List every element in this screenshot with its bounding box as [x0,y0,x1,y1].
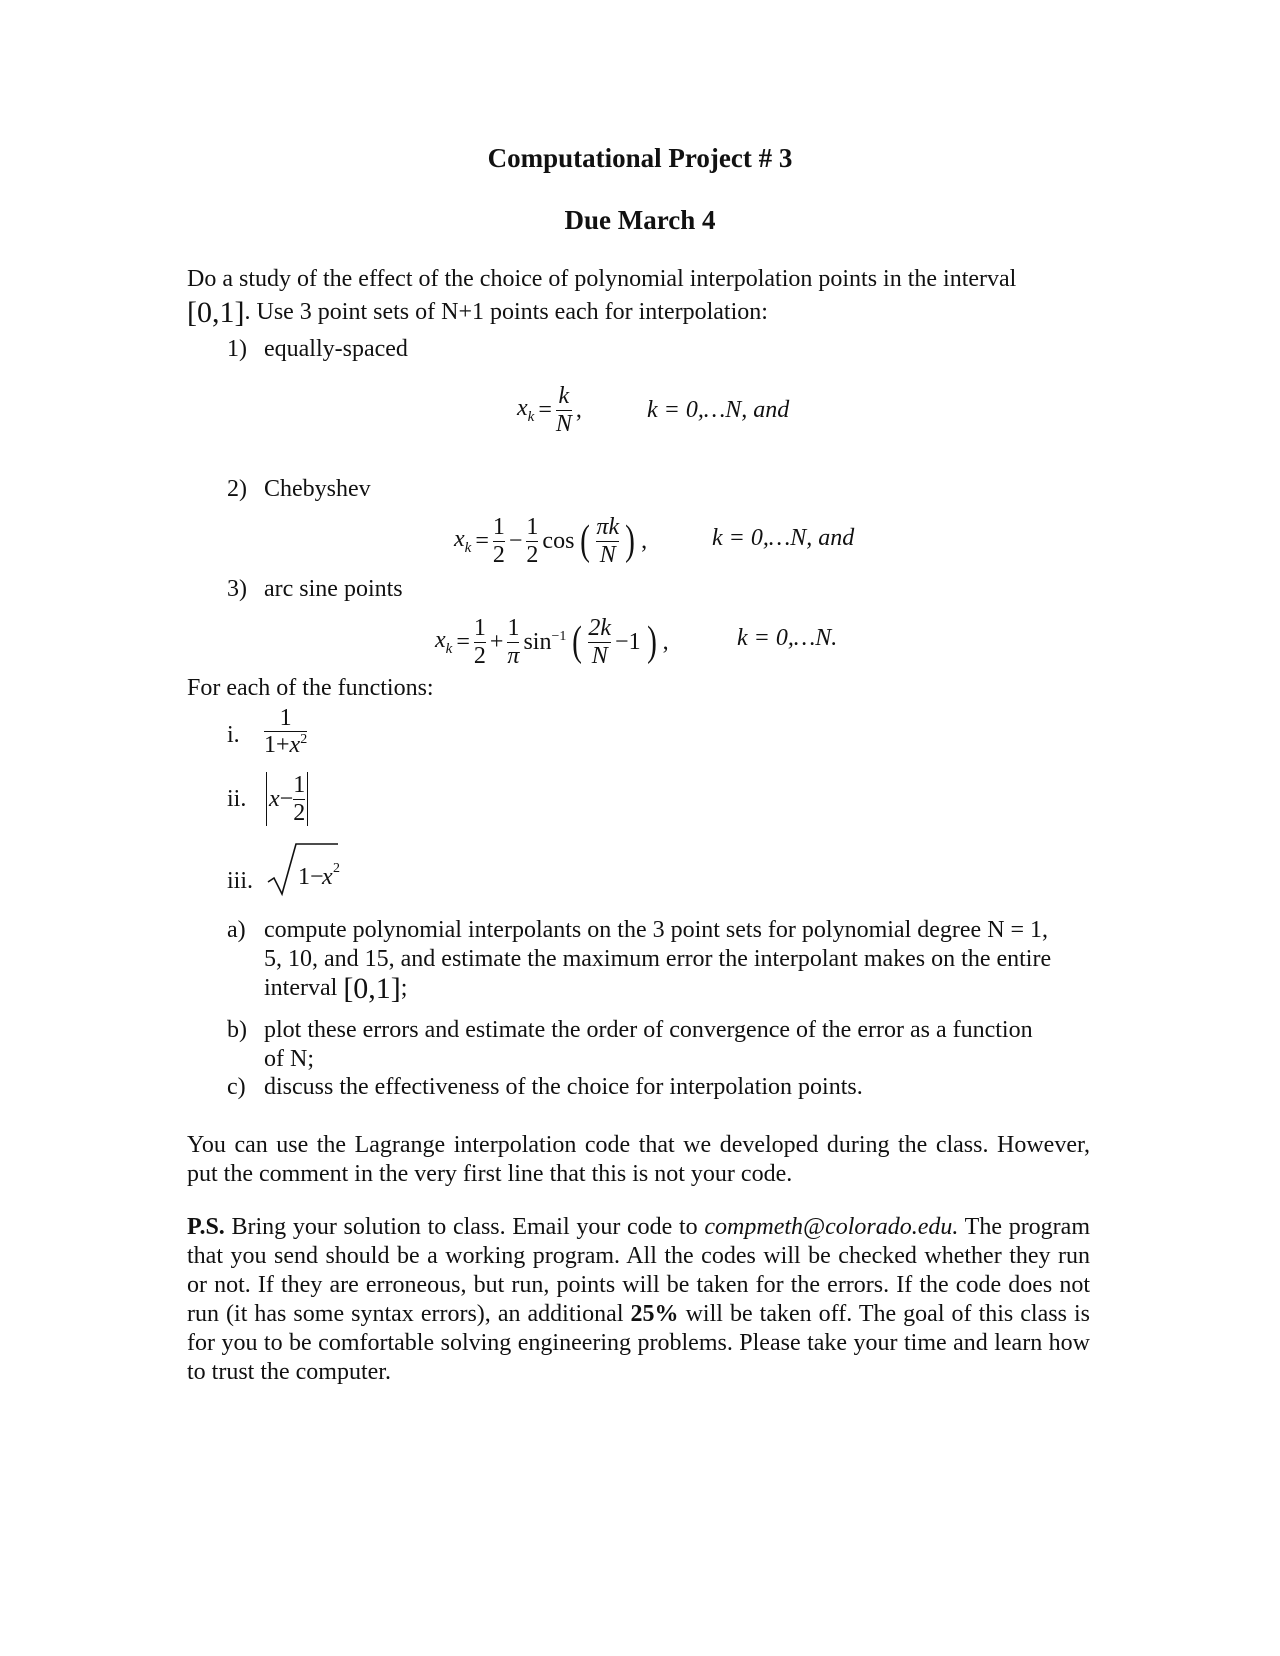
formula-chebyshev: $x_k$ = $\frac{1}{2}$ − $\frac{1}{2}$ cos ( $\frac{\pi k}{N}$ ) , [454,514,648,568]
range-3: k = 0,…N. [737,625,838,651]
function-3-label: iii. [227,868,254,894]
intro-line-2 [187,296,768,330]
task-a-interval: [0,1] [343,972,401,1005]
ps-paragraph [187,1213,1090,1387]
ps-label: P.S. [187,1214,225,1240]
range-2: k = 0,…N, and [712,525,855,551]
point-set-1-label: 1) [227,336,247,362]
task-a-line3 [264,974,1104,1003]
task-a-line3-pre: interval [264,975,338,1001]
task-a-label: a) [227,917,246,943]
function-3 [266,838,346,905]
task-b-line1: plot these errors and estimate the order of convergence of the error as a function [264,1017,1033,1043]
function-2-label: ii. [227,786,247,812]
ps-text-2: The program that you send should be a working program. All the codes will be checked whether they run or not. If they are erroneous, but run, points will be taken for the errors. If the code does not run (it has some syntax errors), an additional [187,1214,1090,1327]
intro-line-1: Do a study of the effect of the choice of polynomial interpolation points in the interval [187,266,1017,292]
task-a-line2: 5, 10, and 15, and estimate the maximum error the interpolant makes on the entire [264,946,1052,972]
task-c-label: c) [227,1074,246,1100]
point-set-1 [227,335,1087,365]
task-c [227,1073,1097,1103]
task-b-label: b) [227,1017,247,1043]
point-set-3-name: arc sine points [264,576,403,602]
lagrange-paragraph: You can use the Lagrange interpolation code that we developed during the class. However, put the comment in the very first line that this is not your code. [187,1132,1090,1187]
task-c-line1: discuss the effectiveness of the choice for interpolation points. [264,1074,863,1100]
task-a-line3-post: ; [400,975,408,1001]
task-a [227,916,1097,1006]
due-date: Due March 4 [564,205,716,235]
sqrt-symbol [266,838,346,898]
point-set-3-label: 3) [227,576,247,602]
ps-email: compmeth@colorado.edu. [704,1214,959,1240]
intro-line-2-rest: . Use 3 point sets of N+1 points each for interpolation: [244,299,768,325]
task-b-line2: of N; [264,1046,314,1072]
page-title: Computational Project # 3 [487,143,793,173]
task-a-line1: compute polynomial interpolants on the 3 point sets for polynomial degree N = 1, [264,917,1049,943]
point-set-1-name: equally-spaced [264,336,408,362]
ps-text-1: Bring your solution to class. Email your code to [224,1214,705,1240]
ps-text-3: will be taken off. The goal of this class is for you to be comfortable solving engineering problems. Please take your time and learn how to trust the computer. [187,1301,1090,1385]
task-b [227,1016,1097,1076]
point-set-2-label: 2) [227,476,247,502]
svg-text:2: 2 [333,861,340,876]
interval-bracket: [0,1] [187,296,245,329]
ps-percent: 25% [630,1301,679,1327]
svg-text:x: x [322,864,333,890]
function-1: $\frac{1}{1+x^2}$ [264,705,308,759]
range-1: k = 0,…N, and [647,397,790,423]
formula-arcsine: $x_k$ = $\frac{1}{2}$ + $\frac{1}{\pi}$ $\sin^{-1}$ ( $\frac{2k}{N}$ −1 ) , [435,615,669,669]
point-set-3 [227,575,1087,605]
formula-equally-spaced: $x_k$ = $\frac{k}{N}$ , [517,383,582,437]
point-set-2-name: Chebyshev [264,476,371,502]
svg-text:1−: 1− [298,864,324,890]
point-set-2 [227,475,1087,505]
function-1-label: i. [227,722,240,748]
functions-intro: For each of the functions: [187,675,434,701]
function-2: x − $\frac{1}{2}$ [264,768,310,830]
